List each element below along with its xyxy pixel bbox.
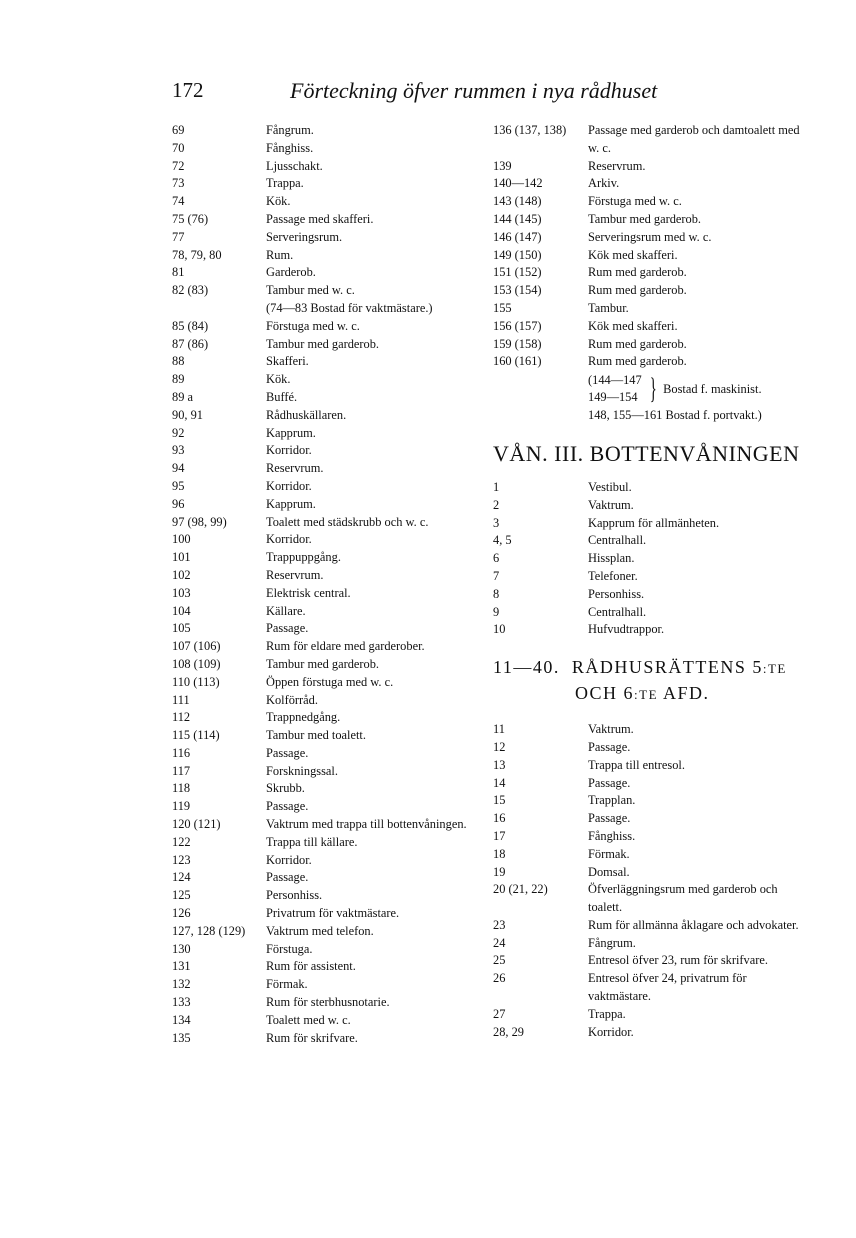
room-number: 108 (109) (172, 656, 221, 671)
room-description: Buffé. (266, 389, 298, 404)
room-number: 73 (172, 176, 185, 191)
room-number: 96 (172, 496, 185, 511)
room-number: 9 (493, 604, 500, 619)
room-number: 12 (493, 739, 506, 754)
room-entry (172, 852, 482, 870)
room-entry (493, 282, 803, 300)
room-number: 89 (172, 372, 185, 387)
room-description: Hissplan. (588, 551, 635, 566)
room-entry (493, 810, 803, 828)
room-entry (493, 775, 803, 793)
room-entry (172, 603, 482, 621)
room-entry (493, 864, 803, 882)
room-entry (493, 917, 803, 935)
room-entry (493, 757, 803, 775)
room-number: 8 (493, 586, 500, 601)
room-description: Kök. (266, 372, 291, 387)
room-description: Passage med skafferi. (266, 211, 374, 226)
room-entry (172, 514, 482, 532)
room-entry (493, 739, 803, 757)
room-entry (172, 674, 482, 692)
room-description: Passage. (588, 811, 631, 826)
room-description: Vaktrum med telefon. (266, 923, 374, 938)
room-description: Förmak. (266, 977, 308, 992)
room-entry (493, 515, 803, 533)
room-entry (493, 497, 803, 515)
room-description: Korridor. (266, 478, 312, 493)
room-description: Reservrum. (588, 158, 646, 173)
room-entry (172, 229, 482, 247)
room-number: 6 (493, 551, 500, 566)
room-number: 103 (172, 585, 191, 600)
room-description: Rum. (266, 247, 294, 262)
room-description: Tambur. (588, 300, 629, 315)
room-entry (172, 371, 482, 389)
room-number: 151 (152) (493, 265, 542, 280)
room-description: Serveringsrum. (266, 229, 343, 244)
room-number: 146 (147) (493, 229, 542, 244)
room-number: 101 (172, 550, 191, 565)
room-number: 140—142 (493, 176, 543, 191)
section-heading-text-1: RÅDHUSRÄTTENS 5 (571, 657, 763, 678)
room-entry (493, 336, 803, 354)
room-number: 92 (172, 425, 185, 440)
room-description: Passage. (588, 739, 631, 754)
room-number: 123 (172, 852, 191, 867)
right-column (493, 122, 803, 1041)
section-heading-range: 11—40. (493, 657, 560, 678)
room-description: Rådhuskällaren. (266, 407, 347, 422)
room-entry (172, 923, 482, 941)
room-entry (493, 586, 803, 604)
room-description: Hufvudtrappor. (588, 622, 665, 637)
section-heading-text-3: AFD. (658, 683, 710, 704)
room-number: 26 (493, 971, 506, 986)
room-list-left-2 (172, 318, 482, 1048)
room-list-right-1 (493, 122, 803, 371)
room-description: Fånghiss. (588, 828, 636, 843)
room-description: Trappa. (266, 176, 304, 191)
room-entry (493, 247, 803, 265)
room-description: Tambur med w. c. (266, 283, 355, 298)
room-entry (172, 318, 482, 336)
room-description: Toalett med w. c. (266, 1012, 351, 1027)
room-number: 115 (114) (172, 728, 220, 743)
room-entry (172, 336, 482, 354)
room-number: 70 (172, 140, 185, 155)
room-description: Toalett med städskrubb och w. c. (266, 514, 429, 529)
room-number: 81 (172, 265, 185, 280)
room-description: Rum för eldare med garderober. (266, 639, 425, 654)
room-number: 18 (493, 846, 506, 861)
room-description: Rum för assistent. (266, 959, 356, 974)
room-number: 155 (493, 300, 512, 315)
room-entry (172, 1030, 482, 1048)
room-entry (172, 780, 482, 798)
room-description: Ljusschakt. (266, 158, 323, 173)
room-entry (172, 941, 482, 959)
room-entry (493, 211, 803, 229)
room-number: 124 (172, 870, 191, 885)
room-description: Serveringsrum med w. c. (588, 229, 712, 244)
room-description: Trappuppgång. (266, 550, 341, 565)
room-number: 117 (172, 763, 191, 778)
bracket-ranges (588, 372, 642, 406)
room-description: Fånghiss. (266, 140, 314, 155)
room-description: Rum med garderob. (588, 283, 687, 298)
room-entry (493, 1024, 803, 1042)
section-heading-ordinal-1: :TE (762, 661, 787, 677)
room-number: 4, 5 (493, 533, 512, 548)
room-entry (172, 389, 482, 407)
running-title: Förteckning öfver rummen i nya rådhuset (290, 78, 658, 103)
room-entry (172, 727, 482, 745)
room-description: Entresol öfver 23, rum för skrifvare. (588, 953, 768, 968)
room-description: Reservrum. (266, 461, 324, 476)
room-entry (172, 264, 482, 282)
room-description: Kapprum för allmänheten. (588, 515, 720, 530)
section-heading-ordinal-2: :TE (634, 687, 659, 703)
room-number: 136 (137, 138) (493, 123, 567, 137)
room-entry (172, 958, 482, 976)
room-number: 13 (493, 757, 506, 772)
room-description: Reservrum. (266, 567, 324, 582)
bracket-text: Bostad f. maskinist. (663, 381, 762, 396)
room-number: 88 (172, 354, 185, 369)
bracket-note (588, 371, 803, 407)
room-number: 77 (172, 229, 185, 244)
room-number: 149 (150) (493, 247, 542, 262)
room-entry (493, 122, 803, 158)
room-description: Rum med garderob. (588, 265, 687, 280)
room-description: Kolförråd. (266, 692, 318, 707)
room-description: Domsal. (588, 864, 630, 879)
room-description: Förmak. (588, 846, 630, 861)
room-number: 102 (172, 567, 191, 582)
room-number: 82 (83) (172, 283, 209, 298)
room-entry (493, 479, 803, 497)
room-number: 127, 128 (129) (172, 923, 246, 938)
room-entry (493, 846, 803, 864)
room-description: Trappnedgång. (266, 710, 341, 725)
room-description: Garderob. (266, 265, 316, 280)
room-number: 10 (493, 622, 506, 637)
room-description: Källare. (266, 603, 306, 618)
section-heading-text-2: OCH 6 (575, 683, 635, 704)
room-description: Passage. (266, 799, 309, 814)
room-description: Rum för skrifvare. (266, 1030, 358, 1045)
room-description: Kök. (266, 194, 291, 209)
room-description: Trappa till entresol. (588, 757, 685, 772)
room-description: Rum med garderob. (588, 336, 687, 351)
group-note-2: 148, 155—161 Bostad f. portvakt.) (588, 408, 762, 423)
room-description: Centralhall. (588, 533, 647, 548)
room-number: 112 (172, 710, 191, 725)
room-number: 143 (148) (493, 194, 542, 209)
room-entry (493, 1006, 803, 1024)
room-number: 107 (106) (172, 639, 221, 654)
room-entry (493, 175, 803, 193)
room-number: 85 (84) (172, 318, 209, 333)
room-description: Passage. (266, 621, 309, 636)
room-number: 87 (86) (172, 336, 209, 351)
room-description: Kök med skafferi. (588, 247, 678, 262)
room-entry (172, 140, 482, 158)
right-brace-icon: } (649, 372, 657, 406)
page-number: 172 (172, 78, 204, 102)
room-description: Förstuga med w. c. (588, 194, 682, 209)
room-number: 159 (158) (493, 336, 542, 351)
room-description: Tambur med garderob. (266, 656, 380, 671)
room-number: 111 (172, 692, 190, 707)
left-column (172, 122, 482, 1047)
room-number: 74 (172, 194, 185, 209)
room-number: 17 (493, 828, 506, 843)
room-description: Passage. (588, 775, 631, 790)
room-number: 118 (172, 781, 191, 796)
room-entry (172, 567, 482, 585)
room-description: Kök med skafferi. (588, 318, 678, 333)
room-number: 139 (493, 158, 512, 173)
room-number: 100 (172, 532, 191, 547)
room-description: Trapplan. (588, 793, 636, 808)
room-number: 104 (172, 603, 191, 618)
room-description: Skafferi. (266, 354, 309, 369)
room-number: 25 (493, 953, 506, 968)
room-entry (493, 532, 803, 550)
room-number: 19 (493, 864, 506, 879)
room-entry (493, 621, 803, 639)
room-description: Vaktrum. (588, 497, 634, 512)
room-entry (493, 300, 803, 318)
room-entry (493, 952, 803, 970)
room-description: Öppen förstuga med w. c. (266, 674, 394, 689)
room-list-section-2 (493, 721, 803, 1041)
room-description: Korridor. (266, 852, 312, 867)
room-number: 110 (113) (172, 674, 220, 689)
room-entry (493, 881, 803, 917)
room-entry (172, 460, 482, 478)
room-entry (493, 318, 803, 336)
room-entry (172, 425, 482, 443)
room-description: Personhiss. (588, 586, 645, 601)
room-description: Fångrum. (266, 123, 314, 137)
room-number: 90, 91 (172, 407, 203, 422)
room-description: Entresol öfver 24, privatrum för vaktmästare. (588, 971, 747, 1004)
room-number: 130 (172, 941, 191, 956)
room-number: 131 (172, 959, 191, 974)
room-description: Elektrisk central. (266, 585, 351, 600)
room-number: 116 (172, 745, 191, 760)
room-entry (172, 282, 482, 300)
room-number: 16 (493, 811, 506, 826)
room-entry (493, 970, 803, 1006)
room-description: Skrubb. (266, 781, 305, 796)
room-entry (172, 442, 482, 460)
room-description: Öfverläggningsrum med garderob och toalett. (588, 882, 778, 915)
room-description: Korridor. (588, 1024, 634, 1039)
group-note: (74—83 Bostad för vaktmästare.) (266, 300, 433, 315)
room-description: Tambur med garderob. (266, 336, 380, 351)
room-entry (172, 531, 482, 549)
room-entry (172, 158, 482, 176)
room-description: Vaktrum med trappa till bottenvåningen. (266, 817, 467, 832)
room-entry (493, 604, 803, 622)
room-description: Arkiv. (588, 176, 620, 191)
room-number: 2 (493, 497, 500, 512)
room-description: Rum för allmänna åklagare och advokater. (588, 917, 799, 932)
room-number: 15 (493, 793, 506, 808)
room-number: 23 (493, 917, 506, 932)
room-number: 14 (493, 775, 506, 790)
section-heading-radhusratten (493, 655, 803, 707)
room-entry (493, 721, 803, 739)
room-number: 156 (157) (493, 318, 542, 333)
room-entry (172, 549, 482, 567)
room-description: Förstuga. (266, 941, 313, 956)
bracket-range-1: (144—147 (588, 373, 642, 388)
room-number: 7 (493, 568, 500, 583)
room-number: 3 (493, 515, 500, 530)
room-entry (172, 620, 482, 638)
room-entry (172, 692, 482, 710)
room-list-section-1 (493, 479, 803, 639)
room-entry (172, 478, 482, 496)
room-entry (172, 496, 482, 514)
room-number: 122 (172, 834, 191, 849)
room-entry (172, 869, 482, 887)
room-description: Passage. (266, 870, 309, 885)
room-entry (493, 158, 803, 176)
room-number: 160 (161) (493, 354, 542, 369)
room-entry (172, 976, 482, 994)
room-number: 93 (172, 443, 185, 458)
room-entry (172, 211, 482, 229)
room-description: Centralhall. (588, 604, 647, 619)
room-entry (172, 745, 482, 763)
room-number: 27 (493, 1006, 506, 1021)
room-number: 105 (172, 621, 191, 636)
room-entry (493, 264, 803, 282)
room-description: Korridor. (266, 532, 312, 547)
room-number: 126 (172, 906, 191, 921)
room-number: 132 (172, 977, 191, 992)
room-description: Passage. (266, 745, 309, 760)
room-entry (172, 834, 482, 852)
room-number: 1 (493, 479, 500, 494)
room-entry (172, 798, 482, 816)
room-description: Telefoner. (588, 568, 638, 583)
room-description: Kapprum. (266, 425, 316, 440)
room-description: Tambur med toalett. (266, 728, 366, 743)
room-entry (172, 638, 482, 656)
room-entry (172, 816, 482, 834)
room-entry (172, 656, 482, 674)
section-heading-bottenvaningen: VÅN. III. BOTTENVÅNINGEN (493, 440, 800, 466)
room-entry (493, 229, 803, 247)
room-description: Passage med garderob och damtoalett med w. c. (588, 123, 800, 155)
room-description: Förstuga med w. c. (266, 318, 360, 333)
room-number: 97 (98, 99) (172, 514, 227, 529)
room-entry (493, 935, 803, 953)
room-entry (172, 994, 482, 1012)
room-entry (172, 763, 482, 781)
room-entry (493, 550, 803, 568)
room-entry (172, 407, 482, 425)
room-number: 134 (172, 1012, 191, 1027)
room-number: 135 (172, 1030, 191, 1045)
room-description: Forskningssal. (266, 763, 338, 778)
room-description: Vestibul. (588, 479, 632, 494)
room-description: Trappa till källare. (266, 834, 358, 849)
room-description: Korridor. (266, 443, 312, 458)
room-description: Trappa. (588, 1006, 626, 1021)
room-entry (172, 353, 482, 371)
room-entry (493, 353, 803, 371)
room-number: 153 (154) (493, 283, 542, 298)
room-entry (172, 193, 482, 211)
bracket-range-2: 149—154 (588, 390, 638, 405)
room-entry (493, 193, 803, 211)
room-number: 72 (172, 158, 185, 173)
room-number: 75 (76) (172, 211, 209, 226)
room-entry (493, 792, 803, 810)
room-number: 69 (172, 123, 185, 137)
room-description: Kapprum. (266, 496, 316, 511)
room-entry (172, 247, 482, 265)
room-number: 78, 79, 80 (172, 247, 222, 262)
room-entry (172, 585, 482, 603)
room-number: 120 (121) (172, 817, 221, 832)
room-number: 119 (172, 799, 191, 814)
room-description: Rum med garderob. (588, 354, 687, 369)
room-number: 24 (493, 935, 506, 950)
room-description: Fångrum. (588, 935, 636, 950)
room-number: 89 a (172, 389, 193, 404)
room-number: 20 (21, 22) (493, 882, 548, 897)
room-number: 144 (145) (493, 211, 542, 226)
room-entry (172, 1012, 482, 1030)
room-number: 95 (172, 478, 185, 493)
room-description: Vaktrum. (588, 722, 634, 737)
room-entry (493, 828, 803, 846)
room-entry (172, 887, 482, 905)
room-description: Tambur med garderob. (588, 211, 702, 226)
room-number: 133 (172, 995, 191, 1010)
room-number: 28, 29 (493, 1024, 524, 1039)
room-description: Personhiss. (266, 888, 323, 903)
room-number: 125 (172, 888, 191, 903)
room-description: Rum för sterbhusnotarie. (266, 995, 390, 1010)
room-entry (172, 905, 482, 923)
page-header (172, 78, 792, 110)
room-number: 11 (493, 722, 505, 737)
room-entry (172, 122, 482, 140)
room-entry (172, 709, 482, 727)
room-number: 94 (172, 461, 185, 476)
room-entry (172, 175, 482, 193)
room-list-left-1 (172, 122, 482, 300)
room-description: Privatrum för vaktmästare. (266, 906, 400, 921)
room-entry (493, 568, 803, 586)
